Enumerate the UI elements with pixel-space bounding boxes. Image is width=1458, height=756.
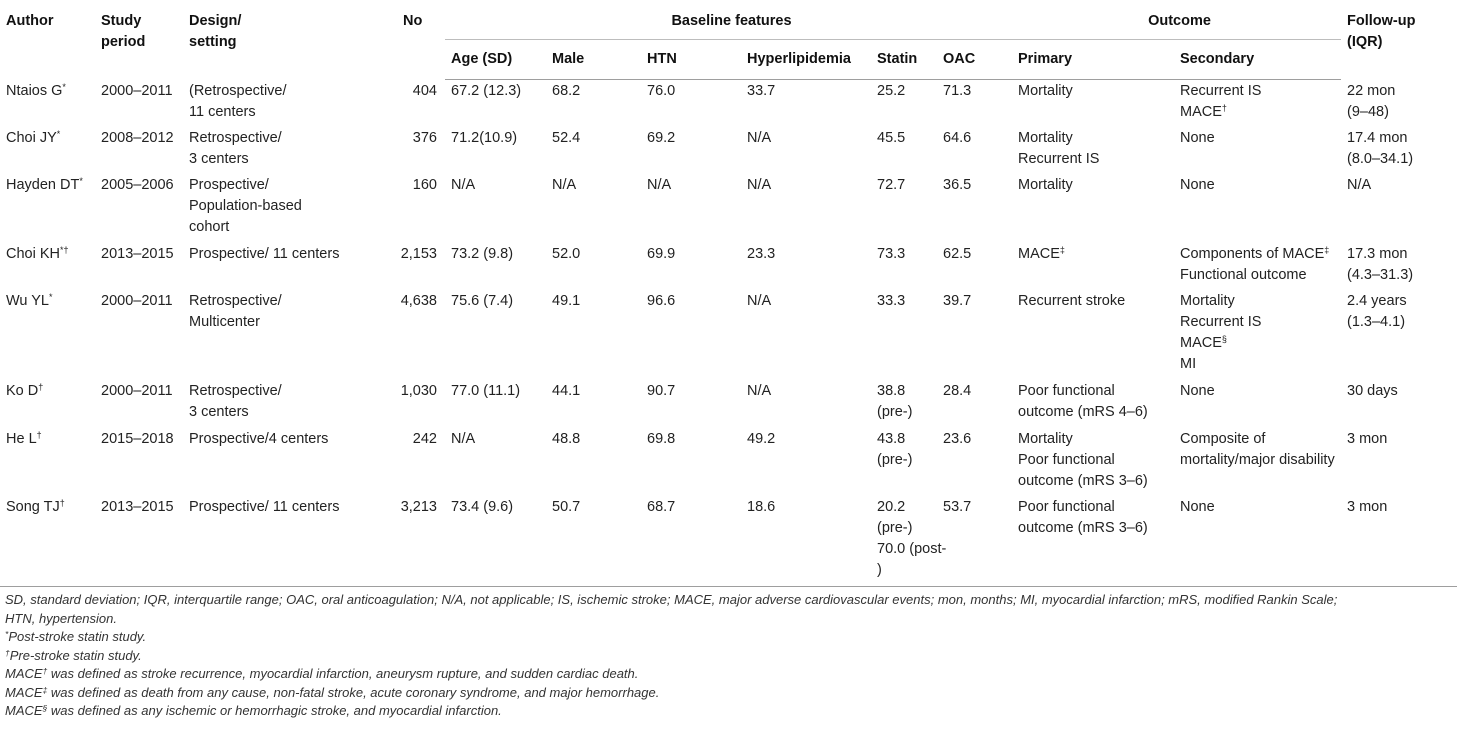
cell-primary xyxy=(1012,174,1174,243)
cell-htn: 96.6 xyxy=(647,292,676,309)
cell-secondary-line: Mortality xyxy=(1180,292,1235,309)
cell-primary-line: Recurrent stroke xyxy=(1018,292,1126,309)
table-row xyxy=(0,380,1458,428)
cell-design-line: Population-based xyxy=(189,197,302,214)
header-secondary: Secondary xyxy=(1174,40,1341,80)
header-author: Author xyxy=(6,13,54,29)
footnote-mark: † xyxy=(1221,103,1227,113)
cell-design-line: 11 centers xyxy=(189,103,256,120)
cell-design-line: Retrospective/ xyxy=(189,382,282,399)
cell-age: 73.2 (9.8) xyxy=(451,245,514,262)
cell-htn: 90.7 xyxy=(647,382,676,399)
cell-statin xyxy=(871,174,937,243)
cell-male: 68.2 xyxy=(552,83,581,99)
cell-secondary xyxy=(1174,428,1341,496)
cell-follow-up xyxy=(1341,380,1458,428)
footnote-mark: § xyxy=(1221,333,1227,344)
cell-age: 67.2 (12.3) xyxy=(451,83,522,99)
cell-age: 77.0 (11.1) xyxy=(451,382,521,399)
cell-age: 71.2(10.9) xyxy=(451,129,518,146)
author-name: Ko D xyxy=(6,382,39,399)
header-hyperlipidemia: Hyperlipidemia xyxy=(741,40,871,80)
cell-no: 376 xyxy=(412,129,437,146)
header-study-period: Study period xyxy=(101,13,146,50)
cell-follow-up-line: (1.3–4.1) xyxy=(1347,313,1406,330)
footnote-text: MACE§ was defined as any ischemic or hemorrhagic stroke, and myocardial infarction. xyxy=(5,703,502,718)
cell-secondary xyxy=(1174,243,1341,290)
cell-follow-up-line: (8.0–34.1) xyxy=(1347,150,1414,167)
cell-design-line: (Retrospective/ xyxy=(189,82,287,99)
cell-follow-up-line: 2.4 years xyxy=(1347,292,1407,309)
cell-hyperlipidemia: N/A xyxy=(747,292,772,309)
cell-male: N/A xyxy=(552,176,577,193)
cell-study-period: 2013–2015 xyxy=(101,245,174,262)
cell-design-line: cohort xyxy=(189,218,230,235)
cell-study-period: 2005–2006 xyxy=(101,176,174,193)
header-age: Age (SD) xyxy=(445,40,546,80)
author-mark: *† xyxy=(60,244,69,255)
cell-htn: N/A xyxy=(647,176,672,193)
cell-design-line: Multicenter xyxy=(189,313,260,330)
cell-author xyxy=(0,428,95,496)
cell-statin-line: ) xyxy=(877,561,882,578)
cell-primary xyxy=(1012,127,1174,174)
cell-statin xyxy=(871,428,937,496)
footnote-text: HTN, hypertension. xyxy=(5,610,117,626)
cell-primary-line: Poor functional xyxy=(1018,382,1115,399)
footnote-text: MACE‡ was defined as death from any cause, non-fatal stroke, acute coronary syndrome, and major hemorrhage. xyxy=(5,684,660,700)
cell-secondary-line: MI xyxy=(1180,355,1197,372)
footnote xyxy=(5,628,1457,647)
footnote-text: SD, standard deviation; IQR, interquartile range; OAC, oral anticoagulation; N/A, not applicable; IS, ischemic stroke; MACE, major adverse cardiovascular events; mon, months; MI, myocardial infarction; mRS, modified Rankin Scale; xyxy=(5,592,1338,607)
header-statin: Statin xyxy=(871,40,937,80)
cell-statin xyxy=(871,290,937,380)
cell-study-period: 2000–2011 xyxy=(101,292,173,309)
cell-design xyxy=(183,290,373,380)
cell-male: 52.4 xyxy=(552,129,581,146)
author-name: Ntaios G xyxy=(6,82,63,99)
author-name: Hayden DT xyxy=(6,176,80,193)
author-name: Song TJ xyxy=(6,498,60,515)
footnote-mark: ‡ xyxy=(1059,244,1065,255)
cell-oac: 36.5 xyxy=(943,176,972,193)
cell-male: 44.1 xyxy=(552,382,581,399)
cell-design-line: Prospective/ xyxy=(189,176,269,193)
cell-author xyxy=(0,174,95,243)
table-row xyxy=(0,428,1458,496)
author-mark: † xyxy=(59,497,65,508)
cell-oac: 64.6 xyxy=(943,129,972,146)
cell-follow-up xyxy=(1341,80,1458,127)
cell-hyperlipidemia: N/A xyxy=(747,129,772,146)
cell-design-line: Retrospective/ xyxy=(189,129,282,146)
cell-follow-up xyxy=(1341,243,1458,290)
cell-follow-up xyxy=(1341,290,1458,380)
cell-primary-line: MACE‡ xyxy=(1018,244,1065,262)
table-row xyxy=(0,290,1458,380)
cell-no: 1,030 xyxy=(400,382,437,399)
cell-male: 48.8 xyxy=(552,430,581,447)
cell-statin-line: (pre-) xyxy=(877,519,913,536)
cell-secondary-line: None xyxy=(1180,176,1215,193)
header-follow-up: Follow-up (IQR) xyxy=(1347,13,1416,50)
cell-no: 404 xyxy=(412,82,437,99)
cell-statin xyxy=(871,243,937,290)
cell-primary-line: outcome (mRS 3–6) xyxy=(1018,472,1148,489)
cell-design xyxy=(183,127,373,174)
cell-secondary xyxy=(1174,290,1341,380)
header-no: No xyxy=(403,13,423,29)
cell-secondary-line: mortality/major disability xyxy=(1180,451,1335,468)
header-outcome: Outcome xyxy=(1012,0,1341,40)
cell-primary xyxy=(1012,243,1174,290)
cell-statin-line: 38.8 xyxy=(877,382,906,399)
cell-statin-line: 45.5 xyxy=(877,129,906,146)
cell-design-line: 3 centers xyxy=(189,150,249,167)
cell-primary xyxy=(1012,428,1174,496)
cell-primary xyxy=(1012,290,1174,380)
table-row xyxy=(0,80,1458,127)
cell-secondary-line: MACE§ xyxy=(1180,333,1227,351)
cell-follow-up-line: 3 mon xyxy=(1347,430,1388,447)
author-mark: † xyxy=(38,381,44,392)
cell-statin-line: 70.0 (post- xyxy=(877,540,947,557)
cell-primary-line: Poor functional xyxy=(1018,498,1115,515)
cell-follow-up-line: 3 mon xyxy=(1347,498,1388,515)
cell-htn: 76.0 xyxy=(647,83,676,99)
cell-design xyxy=(183,496,373,586)
cell-male: 49.1 xyxy=(552,292,581,309)
cell-oac: 23.6 xyxy=(943,430,972,447)
cell-statin-line: 20.2 xyxy=(877,498,906,515)
cell-design xyxy=(183,428,373,496)
cell-design-line: Prospective/4 centers xyxy=(189,430,329,447)
footnote xyxy=(5,591,1457,610)
cell-hyperlipidemia: 23.3 xyxy=(747,245,776,262)
cell-statin-line: 72.7 xyxy=(877,176,906,193)
cell-male: 50.7 xyxy=(552,498,581,515)
cell-age: N/A xyxy=(451,176,476,193)
cell-oac: 28.4 xyxy=(943,382,972,399)
cell-design xyxy=(183,174,373,243)
header-male: Male xyxy=(546,40,641,80)
cell-hyperlipidemia: N/A xyxy=(747,176,772,193)
author-name: Choi KH xyxy=(6,245,60,262)
cell-hyperlipidemia: 33.7 xyxy=(747,83,776,99)
author-name: Choi JY xyxy=(6,129,57,146)
cell-secondary-line: None xyxy=(1180,382,1215,399)
cell-primary-line: Mortality xyxy=(1018,430,1073,447)
cell-primary-line: Mortality xyxy=(1018,176,1073,193)
cell-htn: 68.7 xyxy=(647,498,676,515)
cell-design-line: 3 centers xyxy=(189,403,249,420)
cell-follow-up xyxy=(1341,127,1458,174)
header-baseline-features: Baseline features xyxy=(445,0,1012,40)
footnote-text: Pre-stroke statin study. xyxy=(9,647,142,663)
cell-hyperlipidemia: N/A xyxy=(747,382,772,399)
cell-study-period: 2015–2018 xyxy=(101,430,174,447)
cell-age: N/A xyxy=(451,430,476,447)
cell-oac: 53.7 xyxy=(943,498,972,515)
cell-study-period: 2013–2015 xyxy=(101,498,174,515)
footnote-text: Post-stroke statin study. xyxy=(8,629,147,644)
table-body xyxy=(0,80,1458,586)
cell-design xyxy=(183,80,373,127)
cell-hyperlipidemia: 49.2 xyxy=(747,430,776,447)
cell-design xyxy=(183,243,373,290)
cell-oac: 39.7 xyxy=(943,292,972,309)
footnote xyxy=(5,684,1457,703)
cell-follow-up-line: (9–48) xyxy=(1347,103,1389,120)
cell-secondary-line: Recurrent IS xyxy=(1180,83,1262,99)
header-htn: HTN xyxy=(641,40,741,80)
cell-male: 52.0 xyxy=(552,245,581,262)
header-design-setting: Design/ setting xyxy=(189,13,242,50)
footnote-text: MACE† was defined as stroke recurrence, myocardial infarction, aneurysm rupture, and sudden cardiac death. xyxy=(5,666,639,681)
author-mark: † xyxy=(36,429,42,440)
cell-secondary-line: None xyxy=(1180,129,1215,146)
cell-follow-up-line: (4.3–31.3) xyxy=(1347,266,1414,283)
cell-follow-up xyxy=(1341,496,1458,586)
cell-follow-up xyxy=(1341,428,1458,496)
cell-secondary xyxy=(1174,127,1341,174)
cell-primary-line: outcome (mRS 3–6) xyxy=(1018,519,1148,536)
cell-secondary-line: MACE† xyxy=(1180,103,1227,120)
table-header xyxy=(0,0,1458,80)
footnote xyxy=(5,702,1457,721)
footnote xyxy=(5,665,1457,684)
author-mark: * xyxy=(79,175,83,186)
cell-primary-line: Mortality xyxy=(1018,129,1073,146)
author-name: He L xyxy=(6,430,37,447)
cell-primary-line: Recurrent IS xyxy=(1018,150,1100,167)
cell-statin-line: (pre-) xyxy=(877,451,913,468)
cell-author xyxy=(0,496,95,586)
header-primary: Primary xyxy=(1012,40,1174,80)
cell-primary-line: outcome (mRS 4–6) xyxy=(1018,403,1148,420)
author-mark: * xyxy=(62,81,66,92)
cell-author xyxy=(0,380,95,428)
cell-secondary xyxy=(1174,80,1341,127)
table-row xyxy=(0,243,1458,290)
cell-secondary xyxy=(1174,380,1341,428)
cell-secondary-line: Composite of xyxy=(1180,430,1266,447)
cell-statin-line: 43.8 xyxy=(877,430,906,447)
cell-statin-line: 25.2 xyxy=(877,83,906,99)
cell-design-line: Prospective/ 11 centers xyxy=(189,245,340,262)
footnote-mark: ‡ xyxy=(1324,244,1330,255)
cell-study-period: 2000–2011 xyxy=(101,382,173,399)
cell-secondary-line: Components of MACE‡ xyxy=(1180,244,1330,262)
cell-age: 73.4 (9.6) xyxy=(451,498,514,515)
cell-statin xyxy=(871,80,937,127)
cell-secondary xyxy=(1174,496,1341,586)
table-footnotes xyxy=(0,586,1457,721)
cell-author xyxy=(0,127,95,174)
cell-age: 75.6 (7.4) xyxy=(451,292,514,309)
cell-htn: 69.2 xyxy=(647,129,676,146)
cell-statin-line: 73.3 xyxy=(877,245,906,262)
cell-design-line: Retrospective/ xyxy=(189,292,282,309)
footnote-symbol: * xyxy=(5,629,9,639)
header-oac: OAC xyxy=(937,40,1012,80)
cell-secondary-line: Functional outcome xyxy=(1180,266,1307,283)
cell-design-line: Prospective/ 11 centers xyxy=(189,498,340,515)
cell-no: 4,638 xyxy=(400,292,437,309)
table-row xyxy=(0,496,1458,586)
cell-statin xyxy=(871,127,937,174)
cell-oac: 71.3 xyxy=(943,83,972,99)
cell-statin-line: (pre-) xyxy=(877,403,913,420)
cell-statin xyxy=(871,496,947,586)
cell-author xyxy=(0,243,95,290)
table-row xyxy=(0,127,1458,174)
cell-follow-up xyxy=(1341,174,1458,243)
cell-follow-up-line: 22 mon xyxy=(1347,82,1396,99)
author-mark: * xyxy=(56,128,61,139)
cell-design xyxy=(183,380,373,428)
cell-htn: 69.8 xyxy=(647,430,676,447)
cell-author xyxy=(0,80,95,127)
cell-primary xyxy=(1012,380,1174,428)
cell-oac: 62.5 xyxy=(943,245,972,262)
cell-statin xyxy=(871,380,937,428)
cell-author xyxy=(0,290,95,380)
cell-no: 3,213 xyxy=(400,498,437,515)
cell-secondary xyxy=(1174,174,1341,243)
cell-secondary-line: None xyxy=(1180,498,1215,515)
cell-statin-line: 33.3 xyxy=(877,292,906,309)
cell-follow-up-line: N/A xyxy=(1347,176,1372,193)
table-row xyxy=(0,174,1458,243)
cell-primary-line: Poor functional xyxy=(1018,451,1115,468)
footnote xyxy=(5,647,1457,666)
cell-follow-up-line: 17.4 mon xyxy=(1347,129,1408,146)
cell-secondary-line: Recurrent IS xyxy=(1180,313,1262,330)
cell-no: 160 xyxy=(412,176,437,193)
cell-primary xyxy=(1012,80,1174,127)
cell-primary-line: Mortality xyxy=(1018,83,1073,99)
cell-no: 242 xyxy=(412,430,437,447)
footnote-symbol: † xyxy=(5,647,10,658)
author-name: Wu YL xyxy=(6,292,49,309)
cell-no: 2,153 xyxy=(400,245,437,262)
cell-hyperlipidemia: 18.6 xyxy=(747,498,776,515)
author-mark: * xyxy=(49,291,53,302)
footnote xyxy=(5,610,1457,629)
cell-study-period: 2000–2011 xyxy=(101,82,173,99)
cell-study-period: 2008–2012 xyxy=(101,129,174,146)
cell-htn: 69.9 xyxy=(647,245,676,262)
cell-follow-up-line: 30 days xyxy=(1347,382,1398,399)
cell-primary xyxy=(1012,496,1174,586)
cell-follow-up-line: 17.3 mon xyxy=(1347,245,1408,262)
